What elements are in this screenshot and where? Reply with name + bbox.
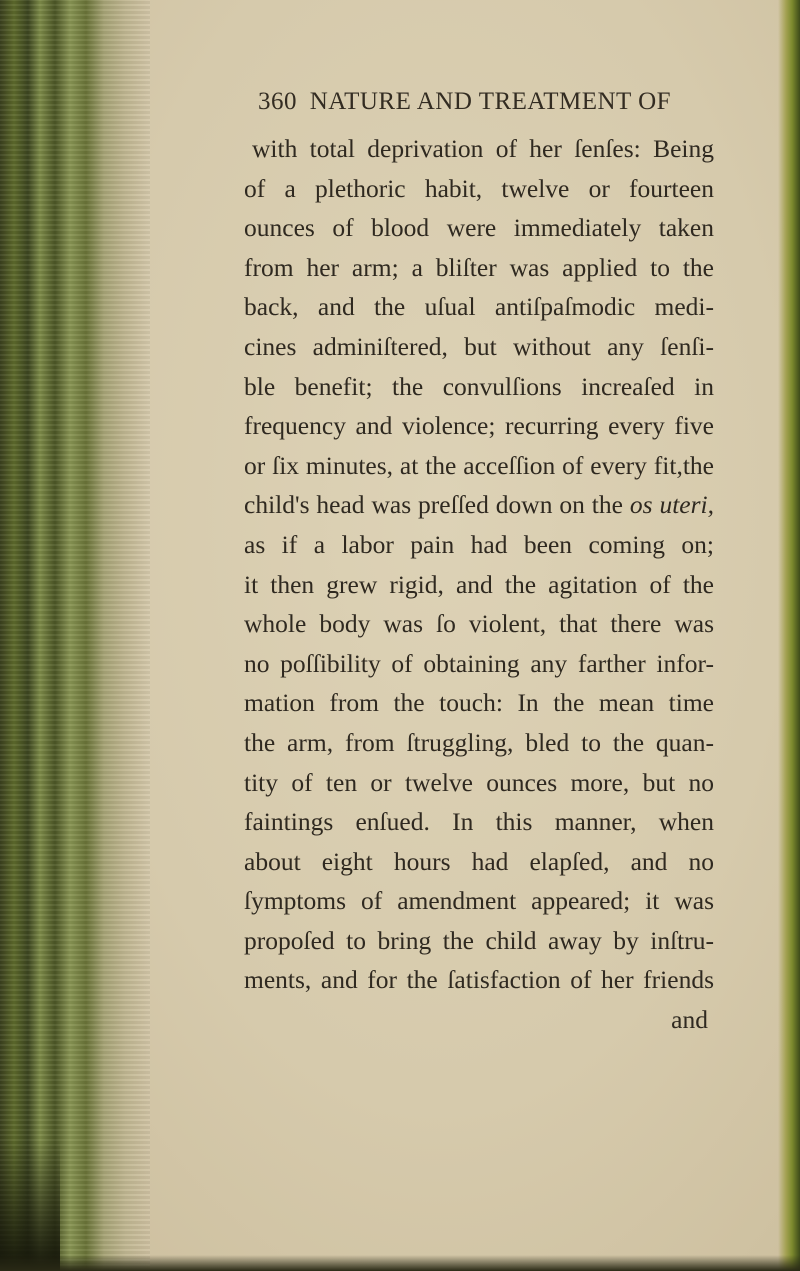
catchword: and <box>671 1005 708 1035</box>
text-line: the arm, from ſtruggling, bled to the quan- <box>244 727 714 757</box>
text-line: propoſed to bring the child away by inſtru- <box>244 925 714 955</box>
text-line: mation from the touch: In the mean time <box>244 688 714 718</box>
text-line: or ſix minutes, at the acceſſion of every fit,the <box>244 450 714 480</box>
page-edge-bottom <box>0 1255 800 1271</box>
text-line: no poſſibility of obtaining any farther infor- <box>244 648 714 678</box>
italic-phrase: os uteri, <box>629 490 714 520</box>
text-line: as if a labor pain had been coming on; <box>244 529 714 559</box>
text-line: tity of ten or twelve ounces more, but no <box>244 767 714 797</box>
book-gutter-shadow <box>0 0 150 1271</box>
running-head-title: NATURE AND TREATMENT OF <box>309 88 672 115</box>
text-line: ments, and for the ſatisfaction of her friends <box>244 965 714 995</box>
text-line: whole body was ſo violent, that there was <box>244 609 714 639</box>
text-line: cines adminiſtered, but without any ſenſi- <box>244 331 714 361</box>
text-line <box>244 485 714 525</box>
gutter-dark-corner <box>0 1140 60 1271</box>
text-line: ſymptoms of amendment appeared; it was <box>244 886 714 916</box>
running-head <box>258 88 671 116</box>
text-line: faintings enſued. In this manner, when <box>244 807 714 837</box>
text-line-roman: child's head was preſſed down on the <box>244 490 630 520</box>
page-number: 360 <box>258 88 297 115</box>
text-line: about eight hours had elapſed, and no <box>244 846 714 876</box>
text-line: from her arm; a bliſter was applied to the <box>244 252 714 282</box>
text-line: frequency and violence; recurring every five <box>244 411 714 441</box>
text-line: with total deprivation of her ſenſes: Being <box>252 134 714 163</box>
text-line: of a plethoric habit, twelve or fourteen <box>244 173 714 203</box>
body-text <box>244 129 714 1040</box>
text-line: ble benefit; the convulſions increaſed in <box>244 371 714 401</box>
text-line: it then grew rigid, and the agitation of the <box>244 569 714 599</box>
page-edge-right <box>778 0 800 1271</box>
text-line: back, and the uſual antiſpaſmodic medi- <box>244 292 714 322</box>
text-line: ounces of blood were immediately taken <box>244 213 714 243</box>
